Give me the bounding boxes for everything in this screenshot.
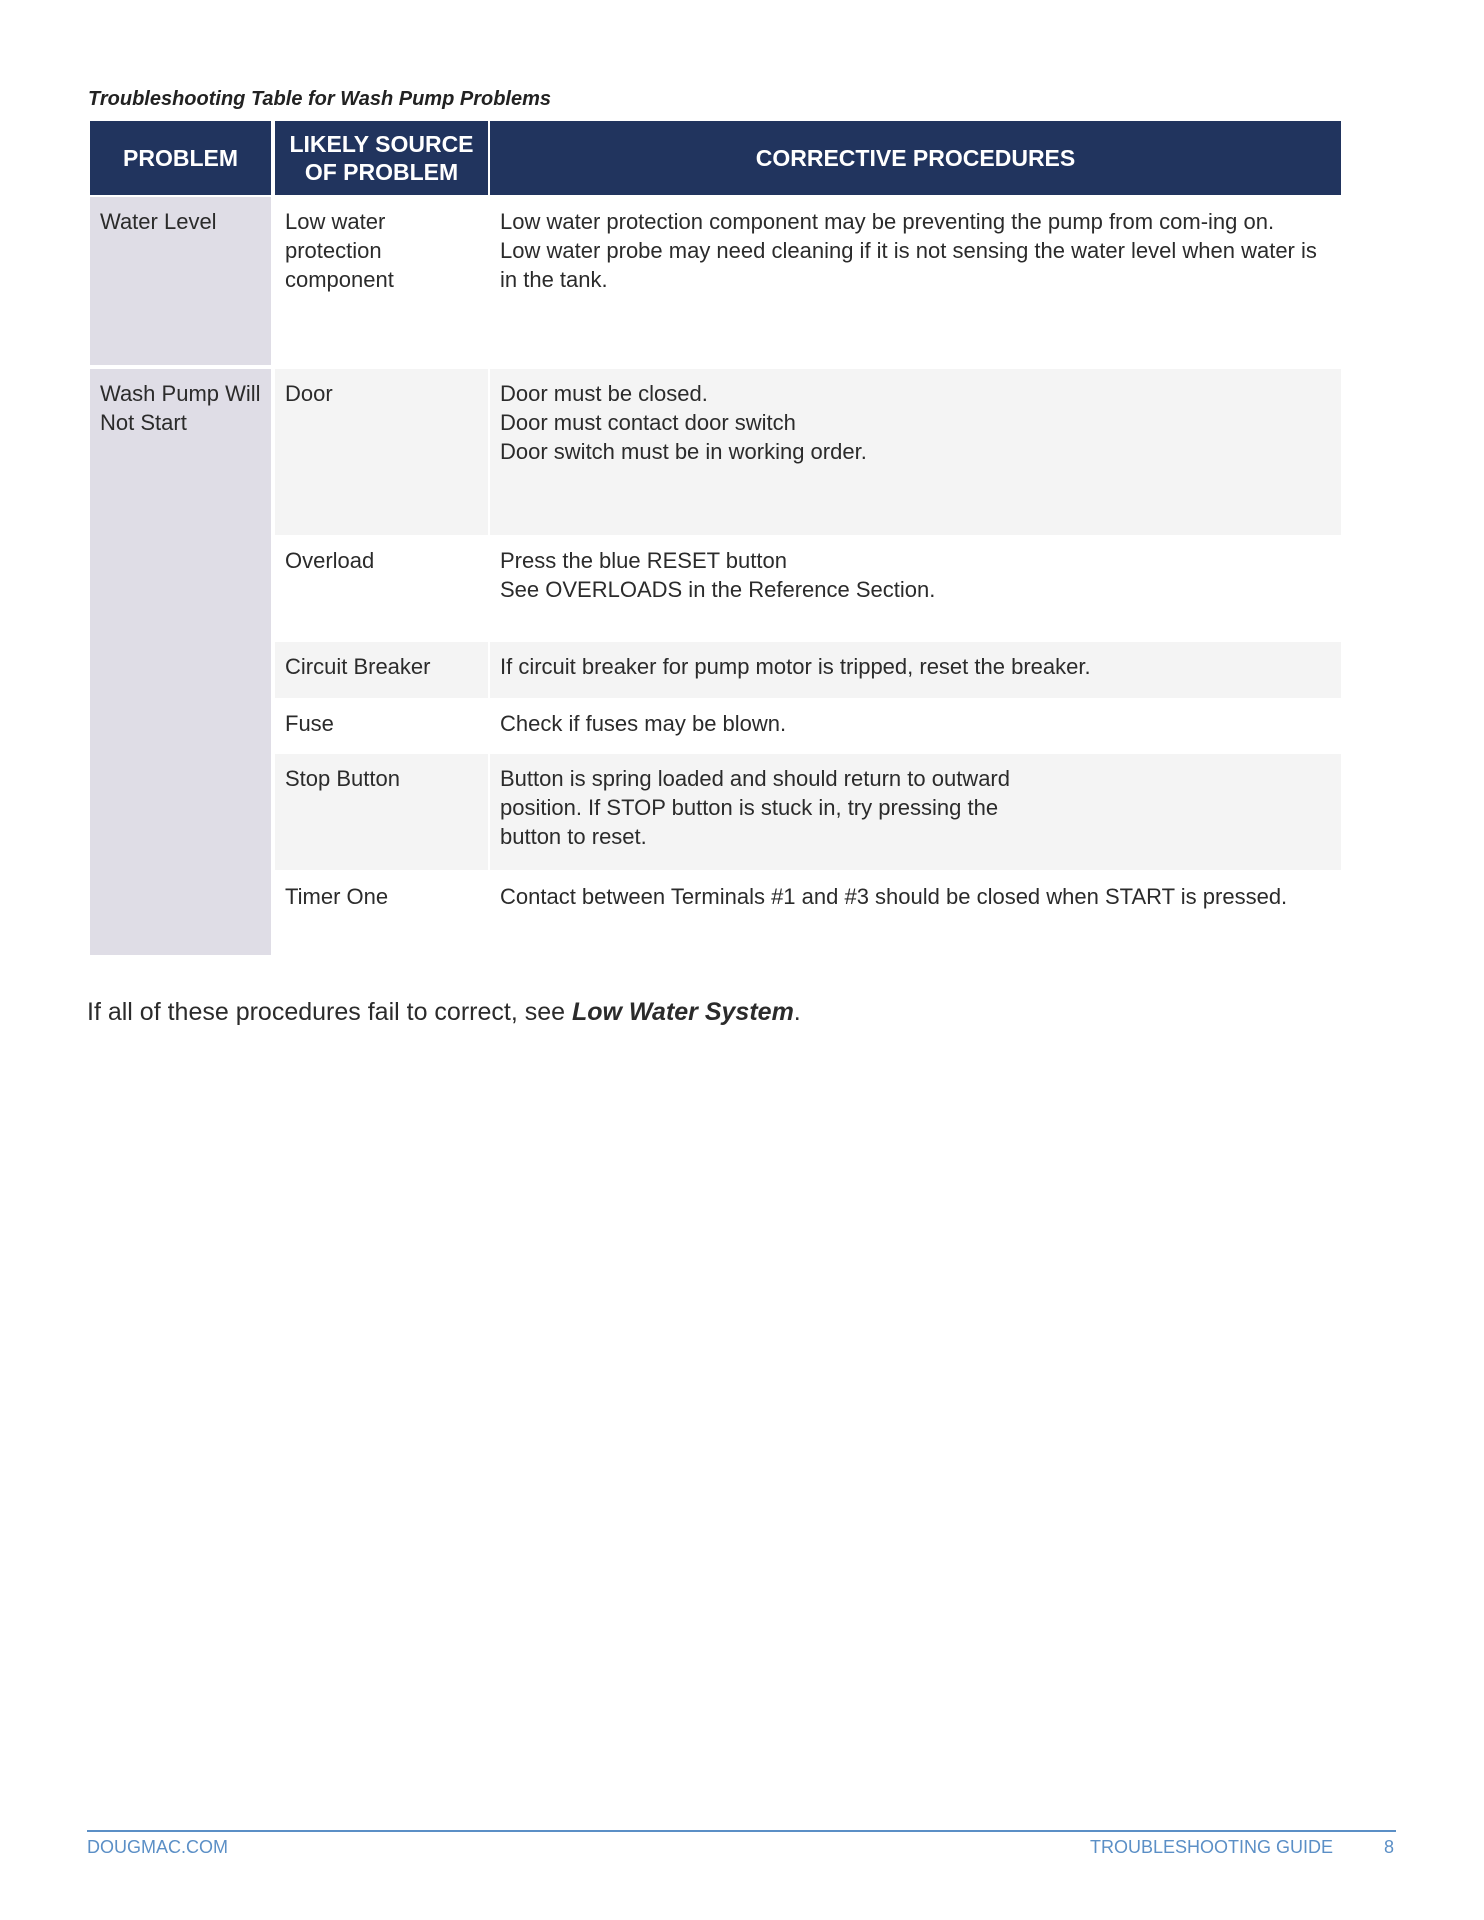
procedure-cell: Door must be closed. Door must contact door switch Door switch must be in working order. <box>490 369 1341 535</box>
source-cell: Circuit Breaker <box>275 642 488 698</box>
procedure-cell: Contact between Terminals #1 and #3 should be closed when START is pressed. <box>500 884 1288 909</box>
footnote <box>87 998 801 1027</box>
footer-page-number: 8 <box>1384 1837 1395 1857</box>
problem-cell: Water Level <box>90 197 271 365</box>
procedure-cell: If circuit breaker for pump motor is tripped, reset the breaker. <box>490 642 1341 698</box>
procedure-cell: Press the blue RESET button See OVERLOADS in the Reference Section. <box>500 548 936 602</box>
footnote-suffix: . <box>793 998 801 1026</box>
procedure-cell: Button is spring loaded and should return to outward position. If STOP button is stuck in, try pressing the button to reset. <box>490 754 1341 870</box>
low-water-system-link[interactable]: Low Water System <box>571 998 794 1026</box>
footnote-text: If all of these procedures fail to correct, see <box>87 998 572 1026</box>
source-cell: Overload <box>285 548 375 573</box>
problem-cell: Wash Pump Will Not Start <box>90 369 271 955</box>
table-title: Troubleshooting Table for Wash Pump Problems <box>88 88 552 110</box>
header-procedures: CORRECTIVE PROCEDURES <box>490 121 1341 195</box>
header-problem: PROBLEM <box>90 121 271 195</box>
footer-guide-title: TROUBLESHOOTING GUIDE <box>1090 1837 1334 1857</box>
footer-site[interactable]: DOUGMAC.COM <box>87 1837 228 1857</box>
source-cell: Low water protection component <box>285 209 394 292</box>
source-cell: Timer One <box>285 884 389 909</box>
header-source: LIKELY SOURCE OF PROBLEM <box>275 121 488 195</box>
footer-divider <box>87 1830 1396 1832</box>
procedure-cell: Low water protection component may be preventing the pump from com-ing on. Low water probe may need cleaning if it is not sensing the water level when water is in the tank. <box>500 209 1317 292</box>
source-cell: Stop Button <box>275 754 488 870</box>
source-cell: Fuse <box>285 711 334 736</box>
source-cell: Door <box>275 369 488 535</box>
procedure-cell: Check if fuses may be blown. <box>500 711 787 736</box>
